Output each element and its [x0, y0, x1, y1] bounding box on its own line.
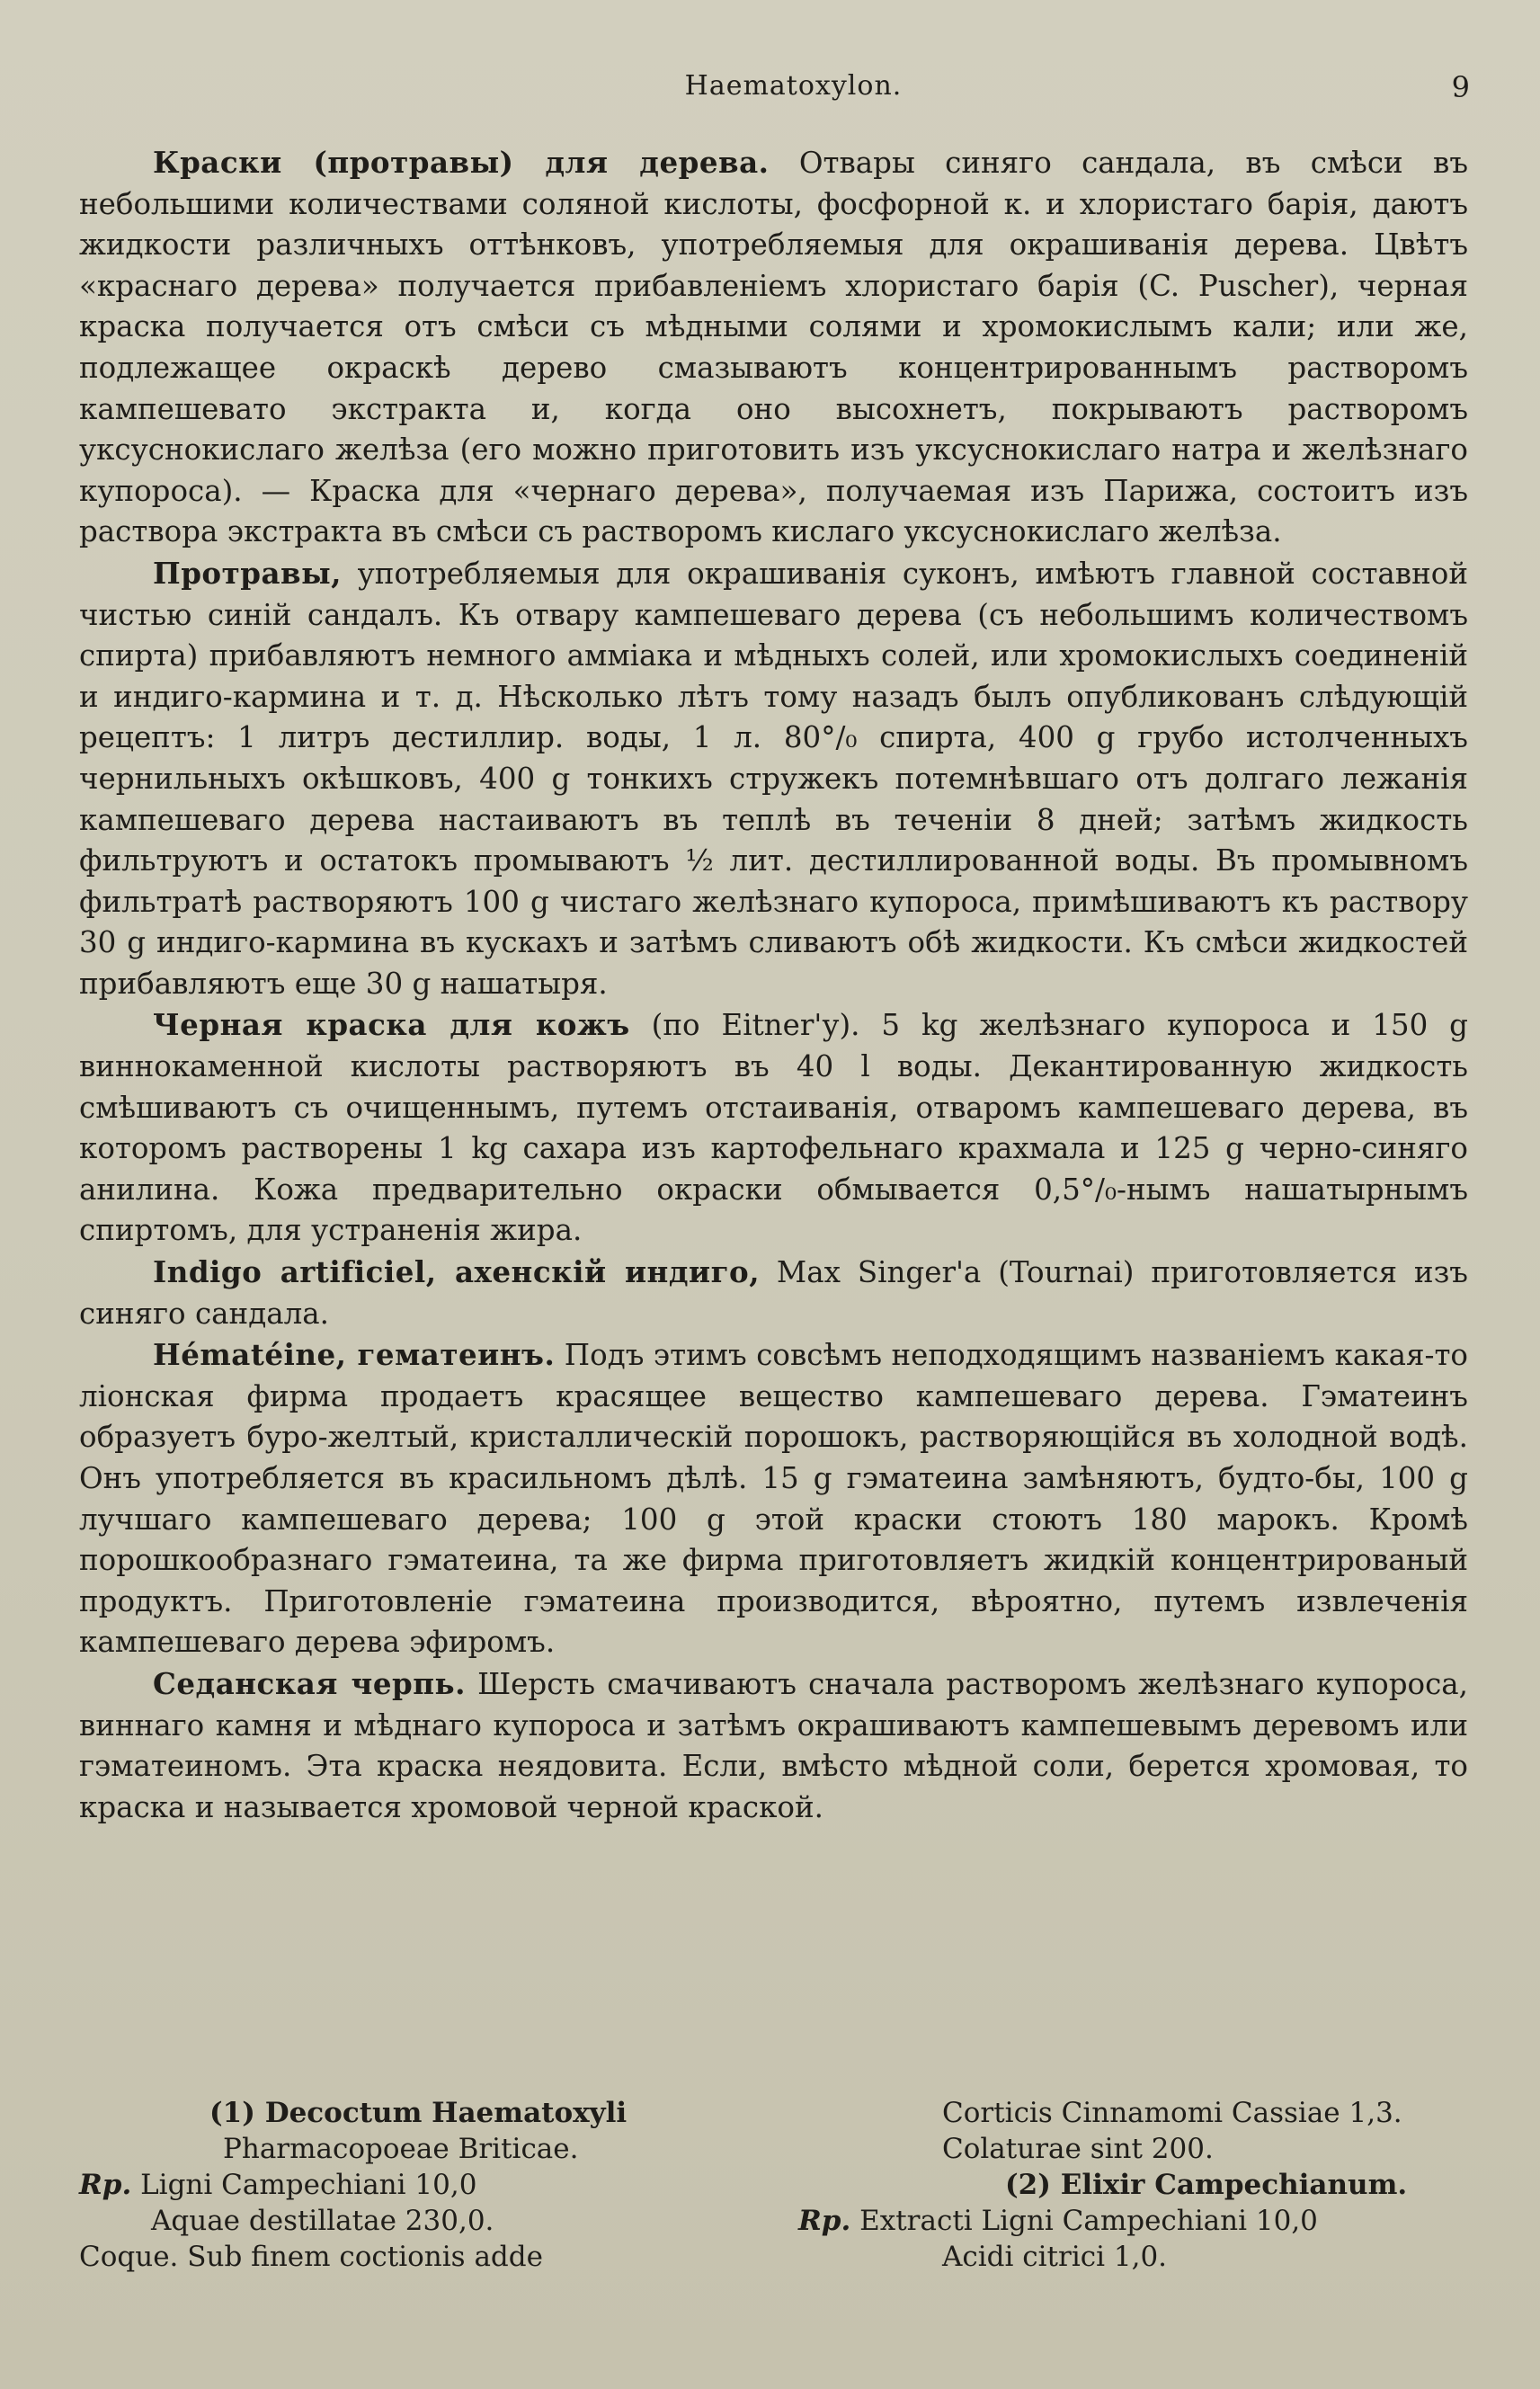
running-head: Haematoxylon.	[684, 70, 903, 102]
paragraph-text: Отвары синяго сандала, въ смѣси въ небольшими количествами соляной кислоты, фосфорной к. и хлористаго барія, даютъ жидкости различныхъ оттѣнковъ, употребляемыя для окрашиванія дерева. Цвѣтъ «краснаго дерева» получается прибавленіемъ хлористаго барія (C. Puscher), черная краска получается отъ смѣси съ мѣдными солями и хромокислымъ кали; или же, подлежащее окраскѣ дерево смазываютъ концентрированнымъ растворомъ кампешевато экстракта и, когда оно высохнетъ, покрываютъ растворомъ уксуснокислаго желѣза (его можно приготовить изъ уксуснокислаго натра и желѣзнаго купороса). — Краска для «чернаго дерева», получаемая изъ Парижа, состоитъ изъ раствора экстракта въ смѣси съ растворомъ кислаго уксуснокислаго желѣза.	[79, 146, 1468, 549]
paragraph-text: Max Singer'a (Tournai) приготовляется изъ синяго сандала.	[79, 1255, 1468, 1331]
paragraph-sedan-black	[79, 1663, 1468, 1828]
paragraph-leather-black	[79, 1004, 1468, 1252]
recipe-instruction: Colaturae sint 200.	[942, 2133, 1214, 2165]
recipe-ingredient: Aquae destillatae 230,0.	[151, 2205, 494, 2237]
paragraph-wood-stains	[79, 142, 1468, 553]
paragraph-lead: Черная краска для кожъ	[153, 1007, 630, 1043]
body-text	[79, 142, 1468, 1828]
paragraph-text: Подъ этимъ совсѣмъ неподходящимъ названіемъ какая-то ліонская фирма продаетъ красящее вещество кампешеваго дерева. Гэматеинъ образуетъ буро-желтый, кристаллическій порошокъ, растворяющійся въ холодной водѣ. Онъ употребляется въ красильномъ дѣлѣ. 15 g гэматеина замѣняютъ, будто-бы, 100 g лучшаго кампешеваго дерева; 100 g этой краски стоютъ 180 марокъ. Кромѣ порошкообразнаго гэматеина, та же фирма приготовляетъ жидкій концентрированый продуктъ. Приготовленіе гэматеина производится, вѣроятно, путемъ извлеченія кампешеваго дерева эфиромъ.	[79, 1338, 1468, 1660]
recipe-ingredient: Extracti Ligni Campechiani 10,0	[850, 2205, 1318, 2237]
paragraph-lead: Hématéine, гематеинъ.	[153, 1337, 556, 1373]
recipe-subtitle: Pharmacopoeae Briticae.	[223, 2133, 579, 2165]
paragraph-text: (по Eitner'у). 5 kg желѣзнаго купороса и 150 g виннокаменной кислоты растворяютъ въ 40 l воды. Декантированную жидкость смѣшиваютъ съ очищеннымъ, путемъ отстаиванія, отваромъ кампешеваго дерева, въ которомъ растворены 1 kg сахара изъ картофельнаго крахмала и 125 g черно-синяго анилина. Кожа предварительно окраски обмывается 0,5°/₀-нымъ нашатырнымъ спиртомъ, для устраненія жира.	[79, 1008, 1468, 1248]
page-number: 9	[1451, 70, 1470, 104]
recipe-ingredient: Corticis Cinnamomi Cassiae 1,3.	[942, 2097, 1402, 2129]
paragraph-text: Шерсть смачиваютъ сначала растворомъ желѣзнаго купороса, виннаго камня и мѣднаго купороса и затѣмъ окрашиваютъ кампешевымъ деревомъ или гэматеиномъ. Эта краска неядовита. Если, вмѣсто мѣдной соли, берется хромовая, то краска и называется хромовой черной краской.	[79, 1666, 1468, 1824]
paragraph-lead: Краски (протравы) для дерева.	[153, 145, 770, 180]
recipe-title: (1) Decoctum Haematoxyli	[209, 2097, 628, 2129]
recipe-title: (2) Elixir Campechianum.	[1005, 2169, 1408, 2201]
paragraph-indigo	[79, 1252, 1468, 1334]
recipe-ingredient: Acidi citrici 1,0.	[942, 2241, 1168, 2273]
paragraph-hemateine	[79, 1334, 1468, 1663]
paragraph-mordants	[79, 553, 1468, 1005]
recipe-rp: Rp.	[798, 2205, 851, 2237]
recipe-line	[798, 2203, 1468, 2239]
recipe-line	[79, 2167, 762, 2203]
recipe-column-right	[798, 2095, 1468, 2275]
paragraph-lead: Indigo artificiel, ахенскій индиго,	[153, 1254, 761, 1290]
recipe-ingredient: Ligni Campechiani 10,0	[131, 2169, 477, 2201]
recipe-rp: Rp.	[79, 2169, 132, 2201]
page-header	[117, 70, 1470, 115]
paragraph-lead: Протравы,	[153, 555, 342, 591]
recipe-instruction: Coque. Sub finem coctionis adde	[79, 2241, 543, 2273]
paragraph-text: употребляемыя для окрашиванія суконъ, имѣютъ главной составной чистью синій сандалъ. Къ отвару кампешеваго дерева (съ небольшимъ количествомъ спирта) прибавляютъ немного амміака и мѣдныхъ солей, или хромокислыхъ соединеній и индиго-кармина и т. д. Нѣсколько лѣтъ тому назадъ былъ опубликованъ слѣдующій рецептъ: 1 литръ дестиллир. воды, 1 л. 80°/₀ спирта, 400 g грубо истолченныхъ чернильныхъ окѣшковъ, 400 g тонкихъ стружекъ потемнѣвшаго отъ долгаго лежанія кампешеваго дерева настаиваютъ въ теплѣ въ теченіи 8 дней; затѣмъ жидкость фильтруютъ и остатокъ промываютъ ½ лит. дестиллированной воды. Въ промывномъ фильтратѣ растворяютъ 100 g чистаго желѣзнаго купороса, примѣшиваютъ къ раствору 30 g индиго-кармина въ кускахъ и затѣмъ сливаютъ обѣ жидкости. Къ смѣси жидкостей прибавляютъ еще 30 g нашатыря.	[79, 556, 1468, 1001]
paragraph-lead: Седанская черпь.	[153, 1665, 466, 1701]
recipe-column-left	[79, 2095, 762, 2275]
